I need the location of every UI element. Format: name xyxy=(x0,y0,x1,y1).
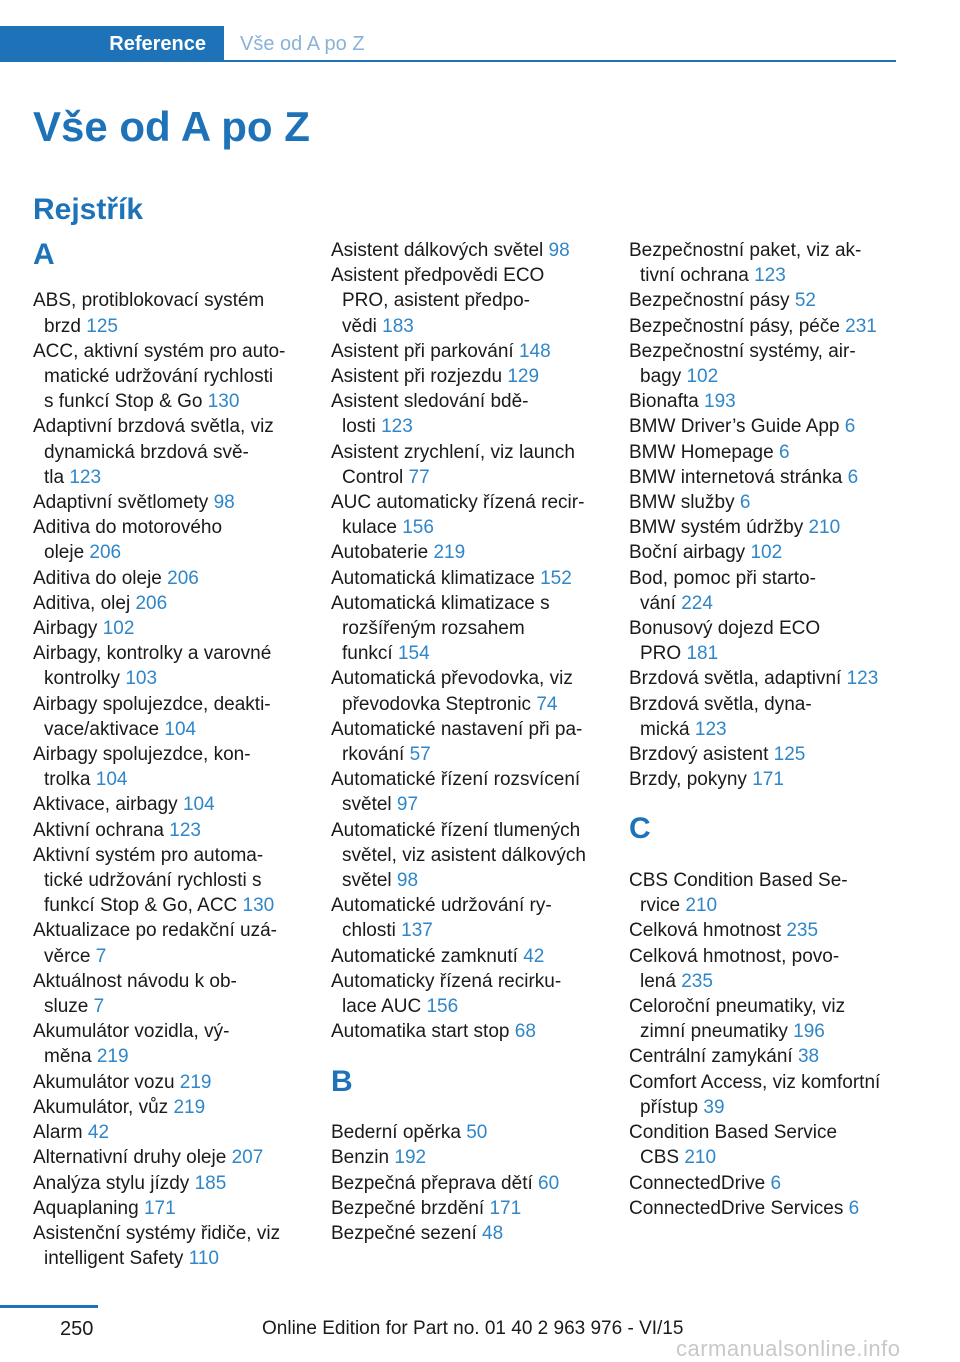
index-entry-text: oleje xyxy=(44,542,90,564)
page-reference-link[interactable]: 123 xyxy=(846,668,879,690)
page-reference-link[interactable]: 102 xyxy=(750,542,783,564)
index-entry xyxy=(331,263,611,339)
index-entry-text: s funkcí Stop & Go xyxy=(44,391,208,413)
index-entry-text: sluze xyxy=(44,996,94,1018)
page-reference-link[interactable]: 52 xyxy=(794,290,816,312)
page-number: 250 xyxy=(60,1318,94,1340)
index-entry-text: Asistent při parkování xyxy=(331,340,519,362)
index-entry xyxy=(629,389,909,414)
index-column-3 xyxy=(629,238,909,1221)
page-reference-link[interactable]: 125 xyxy=(86,315,118,337)
index-entry-text: chlosti xyxy=(342,920,402,942)
index-entry-text: matické udržování rychlosti xyxy=(44,366,274,387)
index-entry-text: Alarm xyxy=(33,1122,88,1144)
index-entry-text: rozšířeným rozsahem xyxy=(342,618,525,640)
index-entry xyxy=(33,566,305,591)
page-reference-link[interactable]: 130 xyxy=(207,391,240,413)
page-reference-link[interactable]: 104 xyxy=(182,794,215,816)
page-reference-link[interactable]: 196 xyxy=(793,1021,825,1043)
index-entry-text: Asistent předpovědi ECO xyxy=(331,265,545,287)
index-entry xyxy=(33,515,305,565)
index-entry-text: Analýza stylu jízdy xyxy=(33,1172,195,1194)
index-entry xyxy=(629,288,909,313)
index-entry xyxy=(629,339,909,389)
index-entry-text: Aditiva do oleje xyxy=(33,567,168,589)
index-entry-text: Automatické nastavení při pa- xyxy=(331,718,583,740)
page-reference-link[interactable]: 231 xyxy=(845,315,877,337)
index-entry-text: Akumulátor vozidla, vý- xyxy=(33,1021,230,1043)
index-entry xyxy=(33,641,305,691)
index-entry-text: Condition Based Service xyxy=(629,1122,838,1144)
index-entry-text: vace/aktivace xyxy=(44,718,165,740)
index-entry xyxy=(629,515,909,540)
page-reference-link[interactable]: 206 xyxy=(167,567,199,589)
index-entry xyxy=(629,616,909,666)
index-entry-text: Boční airbagy xyxy=(629,542,751,564)
section-tab-reference[interactable]: Reference xyxy=(0,26,224,62)
index-entry-text: dynamická brzdová svě- xyxy=(44,441,249,463)
index-column-1 xyxy=(33,238,305,1271)
index-entry-text: Control xyxy=(342,466,409,488)
index-entry xyxy=(331,767,611,817)
index-entry-text: Automatika start stop xyxy=(331,1021,515,1043)
index-entry-text: Bonusový dojezd ECO xyxy=(629,618,821,640)
index-letter-heading: A xyxy=(33,238,55,271)
index-entry xyxy=(33,1171,305,1196)
page-reference-link[interactable]: 103 xyxy=(125,668,158,690)
page-reference-link[interactable]: 6 xyxy=(844,416,856,438)
index-entry xyxy=(331,1019,611,1044)
page-reference-link[interactable]: 154 xyxy=(397,643,430,665)
footer-rule xyxy=(0,1305,98,1308)
index-entry-text: BMW internetová stránka xyxy=(629,466,848,488)
index-entry-text: Brzdový asistent xyxy=(629,744,774,766)
index-entry xyxy=(331,389,611,439)
index-entry-text: PRO, asistent předpo- xyxy=(342,290,530,312)
index-entry-text: funkcí xyxy=(342,643,398,665)
page-reference-link[interactable]: 210 xyxy=(808,517,841,539)
index-entry-text: rvice xyxy=(640,895,686,917)
edition-note: Online Edition for Part no. 01 40 2 963 976 - VI/15 xyxy=(262,1318,684,1339)
page-reference-link[interactable]: 50 xyxy=(466,1122,488,1144)
index-entry-text: Bod, pomoc při starto- xyxy=(629,567,816,589)
index-entry xyxy=(629,767,909,792)
page-reference-link[interactable]: 110 xyxy=(188,1248,219,1270)
index-entry xyxy=(33,288,305,338)
index-entry-text: Akumulátor vozu xyxy=(33,1071,180,1093)
page-reference-link[interactable]: 171 xyxy=(489,1197,522,1219)
page-reference-link[interactable]: 210 xyxy=(684,1147,717,1169)
page-reference-link[interactable]: 183 xyxy=(382,315,414,337)
index-entry xyxy=(33,1070,305,1095)
index-entry-text: Bederní opěrka xyxy=(331,1122,467,1144)
page-reference-link[interactable]: 98 xyxy=(213,492,235,514)
page-reference-link[interactable]: 171 xyxy=(752,769,784,791)
index-entry xyxy=(331,944,611,969)
index-entry xyxy=(331,540,611,565)
page-reference-link[interactable]: 148 xyxy=(518,340,551,362)
page-reference-link[interactable]: 219 xyxy=(173,1096,206,1118)
index-entry-text: Automatická převodovka, viz xyxy=(331,668,573,690)
index-entry-text: BMW Driver’s Guide App xyxy=(629,416,845,438)
index-entry-text: ConnectedDrive Services xyxy=(629,1197,849,1219)
index-entry-text: ACC, aktivní systém pro auto- xyxy=(33,340,286,362)
index-entry-text: Bezpečnostní pásy xyxy=(629,290,795,312)
index-entry-text: Adaptivní brzdová světla, viz xyxy=(33,416,274,438)
index-entry-text: světel, viz asistent dálkových xyxy=(342,844,586,866)
page-reference-link[interactable]: 224 xyxy=(681,592,713,614)
index-entry xyxy=(629,1070,909,1120)
watermark: carmanualsonline.info xyxy=(676,1336,901,1361)
index-entry-text: BMW systém údržby xyxy=(629,517,809,539)
index-entry xyxy=(331,717,611,767)
index-entry-text: Airbagy xyxy=(33,618,103,640)
index-entry xyxy=(629,490,909,515)
index-entry xyxy=(629,1044,909,1069)
page-reference-link[interactable]: 74 xyxy=(536,693,558,715)
index-entry xyxy=(33,918,305,968)
page-reference-link[interactable]: 98 xyxy=(548,240,570,261)
index-entry-text: Automatické zamknutí xyxy=(331,945,524,967)
index-entry-text: Aktivní systém pro automa- xyxy=(33,844,264,866)
index-entry-text: Bezpečnostní systémy, air- xyxy=(629,340,856,362)
index-entry-text: tivní ochrana xyxy=(640,265,755,287)
index-entry xyxy=(33,692,305,742)
index-entry-text: Bezpečné sezení xyxy=(331,1222,483,1244)
index-entry-text: Autobaterie xyxy=(331,542,434,564)
index-entry xyxy=(331,893,611,943)
index-entry xyxy=(331,339,611,364)
page-reference-link[interactable]: 97 xyxy=(396,794,419,816)
page-header xyxy=(0,26,896,62)
index-entry-text: Brzdy, pokyny xyxy=(629,769,753,791)
index-entry xyxy=(629,314,909,339)
index-entry-text: brzd xyxy=(44,315,87,337)
page-reference-link[interactable]: 6 xyxy=(848,1197,860,1219)
page-reference-link[interactable]: 98 xyxy=(396,870,419,892)
page-reference-link[interactable]: 193 xyxy=(704,391,736,413)
index-entry xyxy=(33,1196,305,1221)
index-entry-text: BMW služby xyxy=(629,492,740,514)
index-entry-text: Celková hmotnost xyxy=(629,920,787,942)
index-entry-text: trolka xyxy=(44,769,96,791)
index-entry-text: Automatická klimatizace xyxy=(331,567,541,589)
index-entry-text: tické udržování rychlosti s xyxy=(44,870,262,892)
index-entry xyxy=(33,742,305,792)
index-entry-text: Bionafta xyxy=(629,391,704,413)
index-entry xyxy=(331,1120,611,1145)
index-entry-text: rkování xyxy=(342,744,410,766)
index-entry-text: převodovka Steptronic xyxy=(342,693,537,715)
index-entry-text: tla xyxy=(44,466,70,488)
index-entry-text: losti xyxy=(342,416,382,438)
index-entry-text: Automatické řízení rozsvícení xyxy=(331,769,581,791)
page-reference-link[interactable]: 42 xyxy=(87,1122,110,1144)
index-entry-text: Asistenční systémy řidiče, viz xyxy=(33,1222,281,1244)
page-reference-link[interactable]: 102 xyxy=(686,366,719,388)
page-reference-link[interactable]: 123 xyxy=(381,416,413,438)
page-reference-link[interactable]: 219 xyxy=(179,1071,212,1093)
index-entry-text: Automatické řízení tlumených xyxy=(331,819,581,841)
page-reference-link[interactable]: 125 xyxy=(773,744,806,766)
index-entry xyxy=(33,1145,305,1170)
index-entry xyxy=(33,1221,305,1271)
page-reference-link[interactable]: 219 xyxy=(433,542,466,564)
page-reference-link[interactable]: 219 xyxy=(96,1046,129,1068)
page-reference-link[interactable]: 185 xyxy=(194,1172,227,1194)
index-entry xyxy=(33,818,305,843)
index-entry xyxy=(331,566,611,591)
index-entry-text: Bezpečnostní pásy, péče xyxy=(629,315,846,337)
page-reference-link[interactable]: 235 xyxy=(786,920,819,942)
index-entry xyxy=(331,1145,611,1170)
index-entry xyxy=(331,490,611,540)
index-entry xyxy=(629,944,909,994)
index-entry-text: Asistent zrychlení, viz launch xyxy=(331,441,575,463)
index-entry-text: mická xyxy=(640,718,695,740)
index-entry-text: CBS Condition Based Se- xyxy=(629,870,848,892)
page-reference-link[interactable]: 156 xyxy=(402,517,434,539)
page-reference-link[interactable]: 207 xyxy=(231,1147,264,1169)
index-entry-text: ConnectedDrive xyxy=(629,1172,771,1194)
index-entry-text: světel xyxy=(342,794,397,816)
index-entry-text: Bezpečné brzdění xyxy=(331,1197,490,1219)
page-reference-link[interactable]: 123 xyxy=(69,466,102,488)
page-reference-link[interactable]: 39 xyxy=(703,1096,725,1118)
index-entry xyxy=(331,238,611,263)
index-entry xyxy=(33,414,305,490)
page-reference-link[interactable]: 181 xyxy=(686,643,719,665)
index-entry-text: Comfort Access, viz komfortní xyxy=(629,1071,881,1093)
page-reference-link[interactable]: 42 xyxy=(523,945,545,967)
index-entry-text: Aktivace, airbagy xyxy=(33,794,183,816)
page-reference-link[interactable]: 206 xyxy=(89,542,122,564)
index-entry-text: Aktivní ochrana xyxy=(33,819,170,841)
index-entry xyxy=(629,742,909,767)
index-entry xyxy=(331,1196,611,1221)
index-entry-text: Aktuálnost návodu k ob- xyxy=(33,970,237,992)
page-reference-link[interactable]: 7 xyxy=(93,996,105,1018)
index-entry xyxy=(331,440,611,490)
index-entry-text: Asistent dálkových světel xyxy=(331,240,549,261)
page-reference-link[interactable]: 68 xyxy=(514,1021,536,1043)
index-entry xyxy=(629,918,909,943)
page-reference-link[interactable]: 102 xyxy=(102,618,135,640)
index-entry-text: Brzdová světla, dyna- xyxy=(629,693,812,715)
index-entry-text: kontrolky xyxy=(44,668,126,690)
index-entry xyxy=(629,414,909,439)
index-entry xyxy=(331,818,611,894)
page-reference-link[interactable]: 6 xyxy=(778,441,790,463)
index-entry-text: bagy xyxy=(640,366,687,388)
index-entry xyxy=(331,1171,611,1196)
index-entry-text: věrce xyxy=(44,945,96,967)
index-entry-text: AUC automaticky řízená recir- xyxy=(331,492,585,514)
index-entry-text: Akumulátor, vůz xyxy=(33,1096,174,1118)
index-entry-text: Asistent při rozjezdu xyxy=(331,366,508,388)
index-entry-text: intelligent Safety xyxy=(44,1248,189,1270)
page-reference-link[interactable]: 6 xyxy=(739,492,751,514)
index-entry xyxy=(629,1171,909,1196)
index-entry xyxy=(629,666,909,691)
index-entry-text: CBS xyxy=(640,1147,685,1169)
index-entry-text: zimní pneumatiky xyxy=(640,1021,794,1043)
index-entry-text: Aquaplaning xyxy=(33,1197,144,1219)
page-title: Vše od A po Z xyxy=(33,103,310,150)
index-entry-text: BMW Homepage xyxy=(629,441,779,463)
index-entry xyxy=(629,465,909,490)
index-entry xyxy=(331,969,611,1019)
page-reference-link[interactable]: 48 xyxy=(482,1222,504,1244)
index-entry xyxy=(33,339,305,415)
index-entry-text: vání xyxy=(640,592,682,614)
index-entry xyxy=(331,1221,611,1246)
page-reference-link[interactable]: 123 xyxy=(754,265,786,287)
index-entry xyxy=(331,364,611,389)
index-entry xyxy=(33,792,305,817)
index-entry-text: ABS, protiblokovací systém xyxy=(33,290,265,312)
index-letter-heading: C xyxy=(629,812,651,846)
page-reference-link[interactable]: 129 xyxy=(507,366,540,388)
index-entry xyxy=(629,1120,909,1170)
index-entry-text: Automaticky řízená recirku- xyxy=(331,970,562,992)
index-entry xyxy=(331,666,611,716)
index-entry xyxy=(33,591,305,616)
index-entry xyxy=(33,1019,305,1069)
index-entry-text: Brzdová světla, adaptivní xyxy=(629,668,847,690)
page-reference-link[interactable]: 60 xyxy=(538,1172,560,1194)
page-reference-link[interactable]: 6 xyxy=(770,1172,782,1194)
index-entry xyxy=(629,238,909,288)
index-entry-text: Alternativní druhy oleje xyxy=(33,1147,232,1169)
index-entry xyxy=(33,843,305,919)
index-entry-text: Adaptivní světlomety xyxy=(33,492,214,514)
index-entry-text: Benzin xyxy=(331,1147,395,1169)
index-entry-text: Airbagy spolujezdce, kon- xyxy=(33,744,251,766)
index-entry xyxy=(629,440,909,465)
index-entry xyxy=(331,591,611,667)
index-entry-text: funkcí Stop & Go, ACC xyxy=(44,895,243,917)
index-entry-text: přístup xyxy=(640,1096,704,1118)
index-entry-text: Celoroční pneumatiky, viz xyxy=(629,996,846,1018)
page-reference-link[interactable]: 104 xyxy=(164,718,197,740)
page-reference-link[interactable]: 235 xyxy=(681,970,713,992)
index-entry-text: kulace xyxy=(342,517,403,539)
index-entry-text: Aditiva, olej xyxy=(33,592,136,614)
index-entry xyxy=(629,540,909,565)
page-reference-link[interactable]: 77 xyxy=(408,466,430,488)
index-entry xyxy=(629,868,909,918)
page-reference-link[interactable]: 206 xyxy=(135,592,168,614)
index-entry-text: lace AUC xyxy=(342,996,427,1018)
index-entry xyxy=(629,1196,909,1221)
index-entry-text: světel xyxy=(342,870,397,892)
index-entry-text: vědi xyxy=(342,315,383,337)
index-entry xyxy=(629,994,909,1044)
index-entry xyxy=(33,1095,305,1120)
index-entry-text: Aditiva do motorového xyxy=(33,517,223,539)
page-reference-link[interactable]: 130 xyxy=(242,895,275,917)
index-column-2 xyxy=(331,238,611,1246)
page-reference-link[interactable]: 123 xyxy=(694,718,727,740)
header-divider xyxy=(224,60,896,62)
page-reference-link[interactable]: 57 xyxy=(409,744,431,766)
index-entry-text: Airbagy, kontrolky a varovné xyxy=(33,643,272,665)
page-reference-link[interactable]: 6 xyxy=(847,466,859,488)
index-entry-text: Aktualizace po redakční uzá- xyxy=(33,920,277,942)
index-entry-text: měna xyxy=(44,1046,97,1068)
index-letter-heading: B xyxy=(331,1064,353,1098)
index-entry-text: lená xyxy=(640,970,682,992)
index-entry-text: Centrální zamykání xyxy=(629,1046,798,1068)
index-entry xyxy=(33,616,305,641)
page-reference-link[interactable]: 123 xyxy=(169,819,201,841)
index-entry-text: Automatické udržování ry- xyxy=(331,895,552,917)
index-entry xyxy=(33,969,305,1019)
page-reference-link[interactable]: 137 xyxy=(401,920,433,942)
index-entry-text: Asistent sledování bdě- xyxy=(331,391,529,413)
page-reference-link[interactable]: 210 xyxy=(685,895,718,917)
index-entry-text: Bezpečnostní paket, viz ak- xyxy=(629,240,862,261)
index-entry-text: Automatická klimatizace s xyxy=(331,592,550,614)
index-entry-text: PRO xyxy=(640,643,687,665)
page-reference-link[interactable]: 38 xyxy=(797,1046,820,1068)
index-entry-text: Celková hmotnost, povo- xyxy=(629,945,840,967)
index-subtitle: Rejstřík xyxy=(33,193,144,226)
index-entry-text: Bezpečná přeprava dětí xyxy=(331,1172,539,1194)
index-entry-text: Airbagy spolujezdce, deakti- xyxy=(33,693,271,715)
chapter-tab[interactable]: Vše od A po Z xyxy=(240,33,365,55)
index-entry xyxy=(629,692,909,742)
page-reference-link[interactable]: 104 xyxy=(95,769,128,791)
index-entry xyxy=(629,566,909,616)
page-reference-link[interactable]: 152 xyxy=(540,567,572,589)
index-entry xyxy=(33,490,305,515)
index-entry xyxy=(33,1120,305,1145)
page-reference-link[interactable]: 192 xyxy=(394,1147,427,1169)
page-reference-link[interactable]: 156 xyxy=(426,996,459,1018)
page-reference-link[interactable]: 7 xyxy=(95,945,107,967)
page-reference-link[interactable]: 171 xyxy=(143,1197,176,1219)
